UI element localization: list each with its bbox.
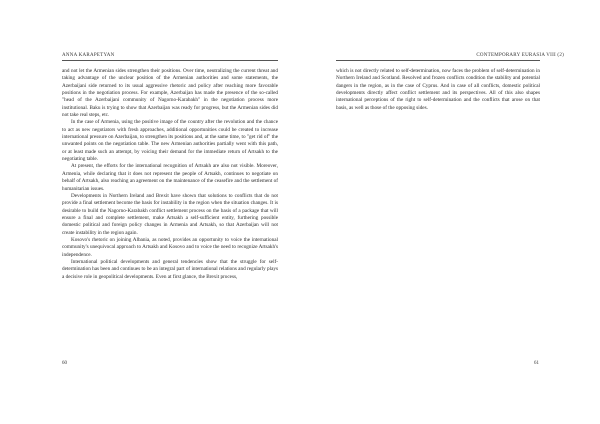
page-number: 60 [62,361,67,366]
paragraph: and not let the Armenian sides strengthen their positions. Over time, neutralizing the current threat and taking advantage of the unclear position of the Armenian authorities and some statements, the Azerbaijani side returned to its usual aggressive rhetoric and policy after reaching more favorable positions in the negotiation process. For example, Azerbaijan has made the presence of the so-called "head of the Azerbaijani community of Nagorno-Karabakh" in the negotiation process more institutional. Baku is trying to show that Azerbaijan was ready for progress, but the Armenian sides did not take real steps, etc. [62,68,278,119]
paragraph: In the case of Armenia, using the positive image of the country after the revolution and the chance to act as new negotiators with fresh approaches, additional opportunities could be created to increase international pressure on Azerbaijan, to strengthen its positions and, at the same time, to "get rid of" the unwanted points on the negotiation table. The new Armenian authorities partially went with this path, or at least made such an attempt, by voicing their demand for the immediate return of Artsakh to the negotiating table. [62,119,278,163]
right-page [300,0,600,424]
paragraph: International political developments and general tendencies show that the struggle for self-determination has been and continues to be an integral part of international relations and regularly plays a decisive role in geopolitical developments. Even at first glance, the Brexit process, [62,258,278,280]
header-rule [336,60,540,61]
running-head-journal: CONTEMPORARY EURASIA VIII (2) [476,53,564,58]
running-head-author: ANNA KARAPETYAN [62,53,115,58]
paragraph: which is not directly related to self-determination, now faces the problem of self-determination in Northern Ireland and Scotland. Resolved and frozen conflicts condition the stability and potential dangers in the region, as in the case of Cyprus. And in case of all conflicts, domestic political developments directly affect conflict settlement and its perspectives. All of this also shapes international perceptions of the right to self-determination and the conflicts that arose on that basis, as well as those of the opposing sides. [336,68,540,111]
paragraph: Developments in Northern Ireland and Brexit have shown that solutions to conflicts that do not provide a final settlement become the basis for instability in the region when the situation changes. It is desirable to build the Nagorno-Karabakh conflict settlement process on the basis of a package that will ensure a final and complete settlement, make Artsakh a self-sufficient entity, furthering possible domestic political and foreign policy changes in Armenia and Artsakh, so that Azerbaijan will not create instability in the region again. [62,192,278,236]
paragraph: Kosovo's rhetoric on joining Albania, as noted, provides an opportunity to voice the international community's unequivocal approach to Artsakh and Kosovo and to voice the need to recognize Artsakh's independence. [62,236,278,258]
paragraph: At present, the efforts for the international recognition of Artsakh are also not visible. Moreover, Armenia, while declaring that it does not represent the people of Artsakh, continues to negotiate on behalf of Artsakh, also reaching an agreement on the maintenance of the ceasefire and the settlement of humanitarian issues. [62,163,278,192]
header-rule [62,60,278,61]
page-number: 61 [534,361,539,366]
right-page-body [336,68,540,112]
left-page-body [62,68,278,358]
